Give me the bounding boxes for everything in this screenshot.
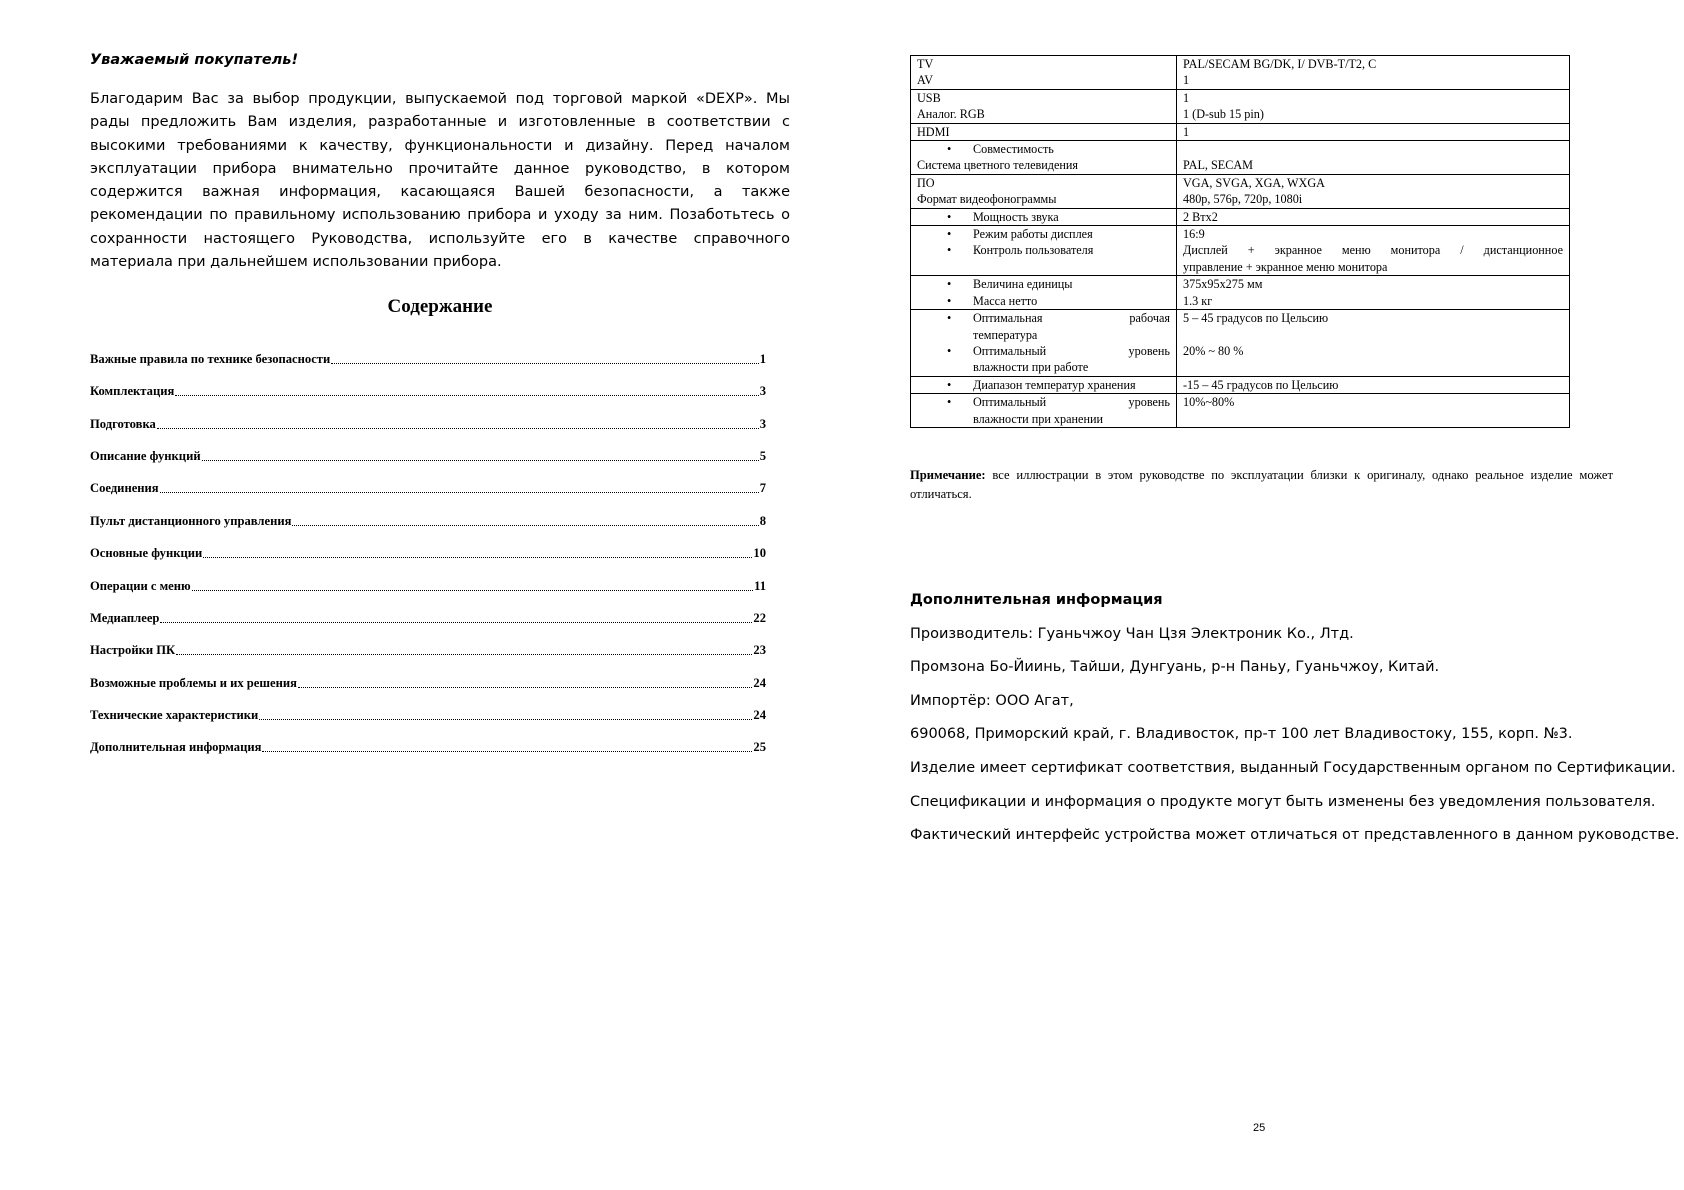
spec-bullet-item	[917, 343, 1170, 359]
greeting-heading: Уважаемый покупатель!	[90, 52, 299, 68]
toc-entry-page: 25	[753, 740, 766, 755]
toc-entry-label: Подготовка	[90, 416, 156, 431]
toc-entry-page: 10	[753, 546, 766, 561]
spec-label-cell	[911, 226, 1177, 276]
toc-entry-label: Настройки ПК	[90, 643, 176, 658]
spec-label-cell	[911, 174, 1177, 208]
toc-entry-label: Возможные проблемы и их решения	[90, 675, 297, 690]
spec-label-cell	[911, 56, 1177, 90]
intro-paragraph: Благодарим Вас за выбор продукции, выпускаемой под торговой маркой «DEXP». Мы рады предложить Вам изделия, разработанные и изготовленные в соответствии с высокими требованиями к качеству, функциональности и дизайну. Перед началом эксплуатации прибора внимательно прочитайте данное руководство, в котором содержится важная информация, касающаяся Вашей безопасности, а также рекомендации по правильному использованию прибора и уходу за ним. Позаботьтесь о сохранности настоящего Руководства, используйте его в качестве справочного материала при дальнейшем использовании прибора.	[90, 91, 790, 271]
spec-label: ПО	[917, 175, 935, 190]
spec-bullet-item	[917, 293, 1170, 309]
spec-bullet-item	[917, 226, 1170, 242]
spec-value: 5 – 45 градусов по Цельсию	[1183, 311, 1329, 326]
toc-entry-page: 11	[754, 578, 766, 593]
spec-table	[910, 55, 1570, 428]
table-row	[911, 56, 1570, 90]
spec-value: 1.3 кг	[1183, 293, 1213, 308]
toc-leader-dots	[259, 718, 752, 720]
spec-label-cell	[911, 208, 1177, 225]
toc-entry-page: 23	[753, 643, 766, 658]
toc-leader-dots	[157, 427, 759, 429]
toc-entry[interactable]	[90, 723, 766, 755]
spec-value-cell	[1177, 208, 1570, 225]
toc-entry[interactable]	[90, 594, 766, 626]
bullet-icon: •	[947, 243, 952, 258]
toc-entry[interactable]	[90, 432, 766, 464]
spec-value: 480p, 576p, 720p, 1080i	[1183, 192, 1303, 207]
spec-value: 16:9	[1183, 227, 1205, 242]
interface-disclaimer-line: Фактический интерфейс устройства может отличаться от представленного в данном руководстве.	[910, 827, 1680, 844]
toc-entry-label: Дополнительная информация	[90, 740, 262, 755]
table-row	[911, 376, 1570, 393]
spec-label-cell	[911, 123, 1177, 140]
spec-value: 2 Втх2	[1183, 209, 1218, 224]
toc-entry[interactable]	[90, 464, 766, 496]
bullet-icon: •	[947, 293, 952, 308]
importer-address-line: 690068, Приморский край, г. Владивосток, пр-т 100 лет Владивостоку, 155, корп. №3.	[910, 726, 1573, 743]
toc-entry[interactable]	[90, 399, 766, 431]
toc-entry-page: 5	[759, 448, 766, 463]
toc-entry-page: 7	[759, 481, 766, 496]
table-row	[911, 123, 1570, 140]
toc-entry-page: 1	[759, 351, 766, 366]
note-label: Примечание:	[910, 467, 986, 482]
table-row	[911, 174, 1570, 208]
spec-label: влажности при хранении	[973, 411, 1104, 426]
spec-label-cell	[911, 89, 1177, 123]
toc-leader-dots	[160, 621, 752, 623]
table-of-contents	[90, 334, 790, 755]
toc-entry-label: Важные правила по технике безопасности	[90, 351, 331, 366]
table-row	[911, 141, 1570, 175]
spec-label: Оптимальный уровень	[973, 395, 1170, 410]
toc-entry-label: Комплектация	[90, 384, 175, 399]
toc-leader-dots	[192, 589, 753, 591]
toc-entry[interactable]	[90, 658, 766, 690]
toc-entry-page: 8	[759, 513, 766, 528]
toc-leader-dots	[175, 394, 758, 396]
toc-entry[interactable]	[90, 626, 766, 658]
toc-leader-dots	[262, 750, 752, 752]
bullet-icon: •	[947, 277, 952, 292]
spec-value: 10%~80%	[1183, 395, 1235, 410]
toc-leader-dots	[160, 491, 759, 493]
right-page	[910, 55, 1680, 844]
spec-value-cell	[1177, 310, 1570, 377]
spec-label: Совместимость	[973, 142, 1054, 157]
spec-value: 1 (D-sub 15 pin)	[1183, 107, 1264, 122]
spec-value-cell	[1177, 56, 1570, 90]
spec-label-cell	[911, 310, 1177, 377]
toc-entry-label: Технические характеристики	[90, 708, 259, 723]
page-number: 25	[1253, 1122, 1266, 1134]
spec-label-cell	[911, 276, 1177, 310]
additional-info-title: Дополнительная информация	[910, 591, 1163, 608]
bullet-icon: •	[947, 227, 952, 242]
spec-value-cell	[1177, 394, 1570, 428]
toc-entry-label: Описание функций	[90, 448, 201, 463]
toc-leader-dots	[331, 362, 758, 364]
spec-label: температура	[973, 327, 1038, 342]
spec-value: 20% ~ 80 %	[1183, 343, 1244, 358]
spec-value: управление + экранное меню монитора	[1183, 259, 1388, 274]
toc-entry[interactable]	[90, 496, 766, 528]
table-row	[911, 394, 1570, 428]
spec-label: Аналог. RGB	[917, 107, 985, 122]
spec-value-cell	[1177, 89, 1570, 123]
table-row	[911, 226, 1570, 276]
toc-entry[interactable]	[90, 367, 766, 399]
toc-entry-page: 24	[753, 708, 766, 723]
toc-entry-page: 22	[753, 610, 766, 625]
spacer	[1183, 359, 1563, 375]
spec-value: VGA, SVGA, XGA, WXGA	[1183, 175, 1325, 190]
bullet-icon: •	[947, 395, 952, 410]
toc-leader-dots	[292, 524, 758, 526]
spec-bullet-item	[917, 209, 1170, 225]
spec-value-cell	[1177, 226, 1570, 276]
toc-entry[interactable]	[90, 529, 766, 561]
spec-bullet-item	[917, 310, 1170, 326]
spec-bullet-item	[917, 394, 1170, 410]
bullet-icon: •	[947, 142, 952, 157]
toc-title: Содержание	[387, 296, 493, 318]
toc-leader-dots	[203, 556, 752, 558]
toc-leader-dots	[176, 653, 752, 655]
spec-value-cell	[1177, 276, 1570, 310]
spec-value: 1	[1183, 90, 1190, 105]
toc-entry-label: Операции с меню	[90, 578, 191, 593]
spec-label: Величина единицы	[973, 277, 1073, 292]
spec-value: 1	[1183, 124, 1190, 139]
spec-value: PAL, SECAM	[1183, 158, 1253, 173]
toc-entry-page: 24	[753, 675, 766, 690]
spec-label: Масса нетто	[973, 293, 1038, 308]
toc-entry[interactable]	[90, 334, 766, 366]
spec-label: Режим работы дисплея	[973, 227, 1093, 242]
spec-label: Диапазон температур хранения	[973, 377, 1136, 392]
spec-label: Контроль пользователя	[973, 243, 1094, 258]
spec-label: Оптимальный уровень	[973, 343, 1170, 358]
spec-value-cell	[1177, 141, 1570, 175]
spec-value: 375х95х275 мм	[1183, 277, 1263, 292]
toc-entry[interactable]	[90, 561, 766, 593]
toc-entry-label: Основные функции	[90, 546, 203, 561]
spec-label-cell	[911, 394, 1177, 428]
toc-entry[interactable]	[90, 691, 766, 723]
spec-label-cell	[911, 141, 1177, 175]
table-row	[911, 310, 1570, 377]
spec-value: -15 – 45 градусов по Цельсию	[1183, 377, 1339, 392]
bullet-icon: •	[947, 209, 952, 224]
left-page	[90, 52, 790, 755]
spec-change-line: Спецификации и информация о продукте могут быть изменены без уведомления пользователя.	[910, 793, 1656, 810]
bullet-icon: •	[947, 311, 952, 326]
spec-value: PAL/SECAM BG/DK, I/ DVB-T/T2, C	[1183, 57, 1377, 71]
bullet-icon: •	[947, 377, 952, 392]
spacer	[1183, 141, 1563, 157]
spec-value-cell	[1177, 376, 1570, 393]
spec-value-cell	[1177, 123, 1570, 140]
spec-value: Дисплей + экранное меню монитора / дистанционное	[1183, 243, 1563, 258]
toc-entry-label: Медиаплеер	[90, 610, 160, 625]
importer-line: Импортёр: ООО Агат,	[910, 692, 1074, 709]
table-row	[911, 208, 1570, 225]
toc-entry-label: Пульт дистанционного управления	[90, 513, 292, 528]
toc-entry-page: 3	[759, 416, 766, 431]
spec-bullet-item	[917, 377, 1170, 393]
spec-bullet-continuation	[917, 359, 1170, 375]
manufacturer-address-line: Промзона Бо-Йиинь, Тайши, Дунгуань, р-н Паньу, Гуаньчжоу, Китай.	[910, 659, 1440, 676]
certificate-line: Изделие имеет сертификат соответствия, выданный Государственным органом по Сертификации.	[910, 759, 1676, 776]
spec-label-cell	[911, 376, 1177, 393]
spec-label: Формат видеофонограммы	[917, 192, 1057, 207]
spec-value: 1	[1183, 73, 1190, 88]
spec-label: Система цветного телевидения	[917, 158, 1079, 173]
spec-label: влажности при работе	[973, 360, 1089, 375]
manufacturer-line: Производитель: Гуаньчжоу Чан Цзя Электроник Ко., Лтд.	[910, 625, 1354, 642]
spec-label: Мощность звука	[973, 209, 1059, 224]
spec-bullet-continuation	[917, 411, 1170, 427]
table-row	[911, 276, 1570, 310]
toc-entry-label: Соединения	[90, 481, 159, 496]
spec-bullet-item	[917, 276, 1170, 292]
spec-bullet-item	[917, 141, 1170, 157]
table-row	[911, 89, 1570, 123]
spec-bullet-continuation	[917, 327, 1170, 343]
bullet-icon: •	[947, 343, 952, 358]
toc-leader-dots	[298, 686, 752, 688]
spec-label: Оптимальная рабочая	[973, 311, 1170, 326]
spec-label: AV	[917, 73, 934, 88]
spacer	[1183, 327, 1563, 343]
toc-leader-dots	[202, 459, 759, 461]
spec-bullet-item	[917, 242, 1170, 258]
toc-entry-page: 3	[759, 384, 766, 399]
spec-label: USB	[917, 90, 941, 105]
spec-label: HDMI	[917, 124, 950, 139]
spec-value-cell	[1177, 174, 1570, 208]
note-paragraph	[910, 466, 1613, 504]
note-text: все иллюстрации в этом руководстве по эксплуатации близки к оригиналу, однако реальное изделие может отличаться.	[910, 467, 1613, 501]
spec-label: TV	[917, 57, 934, 71]
